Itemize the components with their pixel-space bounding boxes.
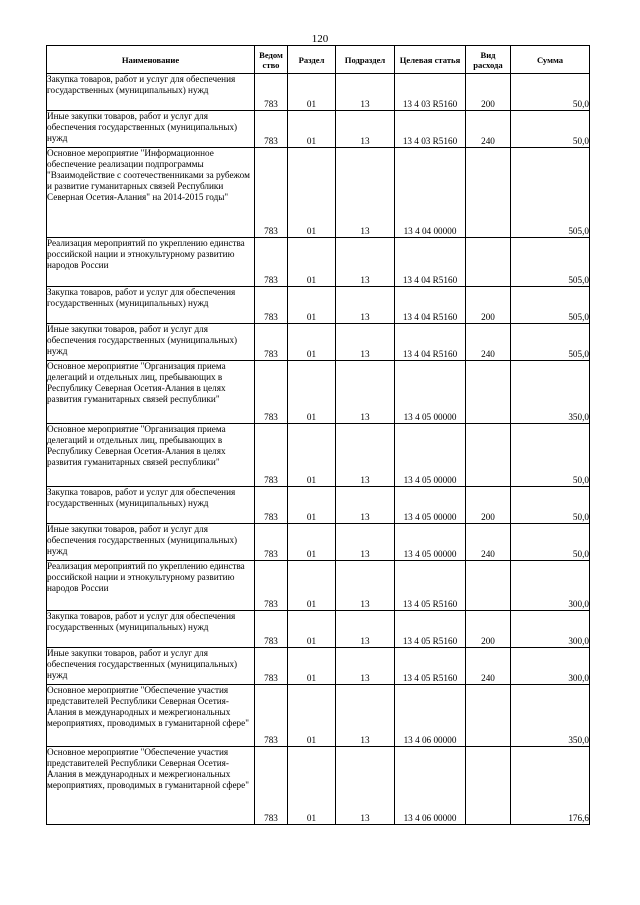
- row-dept: 783: [255, 611, 288, 648]
- row-target: 13 4 05 00000: [395, 487, 466, 524]
- row-sum: 505,0: [511, 287, 590, 324]
- table-row: [47, 524, 590, 561]
- header-section: Раздел: [288, 46, 336, 74]
- row-dept: 783: [255, 148, 288, 238]
- row-expense: 240: [466, 524, 511, 561]
- row-name: Основное мероприятие "Организация приема делегаций и отдельных лиц, пребывающих в Республику Северная Осетия-Алания в целях развития гуманитарных связей республики": [47, 424, 255, 487]
- row-section: 01: [288, 611, 336, 648]
- table-row: [47, 361, 590, 424]
- row-dept: 783: [255, 74, 288, 111]
- row-sum: 176,6: [511, 747, 590, 825]
- header-dept: Ведом ство: [255, 46, 288, 74]
- table-row: [47, 324, 590, 361]
- table-row: [47, 238, 590, 287]
- row-sum: 50,0: [511, 487, 590, 524]
- row-name: Иные закупки товаров, работ и услуг для обеспечения государственных (муниципальных) нужд: [47, 111, 255, 148]
- row-section: 01: [288, 747, 336, 825]
- row-expense: 200: [466, 74, 511, 111]
- row-sum: 300,0: [511, 611, 590, 648]
- row-sum: 505,0: [511, 238, 590, 287]
- row-section: 01: [288, 685, 336, 747]
- table-row: [47, 287, 590, 324]
- row-dept: 783: [255, 238, 288, 287]
- row-subsection: 13: [336, 424, 395, 487]
- row-subsection: 13: [336, 111, 395, 148]
- row-subsection: 13: [336, 238, 395, 287]
- header-expense: Вид расхода: [466, 46, 511, 74]
- row-dept: 783: [255, 361, 288, 424]
- row-sum: 50,0: [511, 74, 590, 111]
- row-subsection: 13: [336, 148, 395, 238]
- row-section: 01: [288, 111, 336, 148]
- row-target: 13 4 06 00000: [395, 685, 466, 747]
- row-expense: 200: [466, 487, 511, 524]
- row-target: 13 4 03 R5160: [395, 74, 466, 111]
- row-sum: 350,0: [511, 685, 590, 747]
- row-expense: 240: [466, 111, 511, 148]
- row-target: 13 4 04 R5160: [395, 324, 466, 361]
- row-subsection: 13: [336, 685, 395, 747]
- row-sum: 350,0: [511, 361, 590, 424]
- row-subsection: 13: [336, 287, 395, 324]
- row-target: 13 4 04 R5160: [395, 287, 466, 324]
- row-dept: 783: [255, 487, 288, 524]
- row-name: Закупка товаров, работ и услуг для обеспечения государственных (муниципальных) нужд: [47, 611, 255, 648]
- row-name: Основное мероприятие "Информационное обеспечение реализации подпрограммы "Взаимодействие с соотечественниками за рубежом и развитие гуманитарных связей Республики Северная Осетия-Алания" на 2014-2015 годы": [47, 148, 255, 238]
- row-target: 13 4 04 00000: [395, 148, 466, 238]
- row-target: 13 4 03 R5160: [395, 111, 466, 148]
- row-section: 01: [288, 238, 336, 287]
- table-row: [47, 685, 590, 747]
- row-dept: 783: [255, 561, 288, 611]
- row-subsection: 13: [336, 74, 395, 111]
- row-name: Иные закупки товаров, работ и услуг для обеспечения государственных (муниципальных) нужд: [47, 524, 255, 561]
- row-target: 13 4 05 R5160: [395, 561, 466, 611]
- row-target: 13 4 05 00000: [395, 524, 466, 561]
- table-body: [47, 74, 590, 825]
- row-section: 01: [288, 487, 336, 524]
- row-dept: 783: [255, 524, 288, 561]
- header-subsection: Подраздел: [336, 46, 395, 74]
- row-dept: 783: [255, 648, 288, 685]
- row-expense: [466, 424, 511, 487]
- row-section: 01: [288, 74, 336, 111]
- row-name: Реализация мероприятий по укреплению единства российской нации и этнокультурному развитию народов России: [47, 238, 255, 287]
- row-sum: 505,0: [511, 324, 590, 361]
- row-subsection: 13: [336, 487, 395, 524]
- row-target: 13 4 04 R5160: [395, 238, 466, 287]
- row-name: Основное мероприятие "Организация приема делегаций и отдельных лиц, пребывающих в Республику Северная Осетия-Алания в целях развития гуманитарных связей республики": [47, 361, 255, 424]
- row-expense: 200: [466, 287, 511, 324]
- table-row: [47, 648, 590, 685]
- row-subsection: 13: [336, 747, 395, 825]
- row-name: Иные закупки товаров, работ и услуг для обеспечения государственных (муниципальных) нужд: [47, 324, 255, 361]
- row-sum: 50,0: [511, 524, 590, 561]
- row-section: 01: [288, 287, 336, 324]
- row-sum: 50,0: [511, 111, 590, 148]
- table-row: [47, 424, 590, 487]
- row-section: 01: [288, 424, 336, 487]
- row-name: Иные закупки товаров, работ и услуг для обеспечения государственных (муниципальных) нужд: [47, 648, 255, 685]
- row-subsection: 13: [336, 324, 395, 361]
- row-sum: 50,0: [511, 424, 590, 487]
- page-number: 120: [311, 33, 329, 45]
- table-row: [47, 111, 590, 148]
- row-expense: 240: [466, 324, 511, 361]
- row-target: 13 4 05 00000: [395, 424, 466, 487]
- row-section: 01: [288, 524, 336, 561]
- row-expense: 240: [466, 648, 511, 685]
- row-name: Закупка товаров, работ и услуг для обеспечения государственных (муниципальных) нужд: [47, 487, 255, 524]
- row-section: 01: [288, 561, 336, 611]
- row-name: Основное мероприятие "Обеспечение участия представителей Республики Северная Осетия-Алания в международных и межрегиональных мероприятиях, проводимых в гуманитарной сфере": [47, 747, 255, 825]
- row-sum: 300,0: [511, 648, 590, 685]
- row-section: 01: [288, 324, 336, 361]
- row-name: Закупка товаров, работ и услуг для обеспечения государственных (муниципальных) нужд: [47, 287, 255, 324]
- table-row: [47, 747, 590, 825]
- row-subsection: 13: [336, 361, 395, 424]
- table-row: [47, 74, 590, 111]
- row-name: Закупка товаров, работ и услуг для обеспечения государственных (муниципальных) нужд: [47, 74, 255, 111]
- budget-table: [46, 45, 590, 825]
- header-target: Целевая статья: [395, 46, 466, 74]
- table-row: [47, 148, 590, 238]
- row-section: 01: [288, 148, 336, 238]
- row-subsection: 13: [336, 611, 395, 648]
- row-subsection: 13: [336, 524, 395, 561]
- row-dept: 783: [255, 424, 288, 487]
- row-expense: [466, 747, 511, 825]
- row-name: Реализация мероприятий по укреплению единства российской нации и этнокультурному развитию народов России: [47, 561, 255, 611]
- row-sum: 300,0: [511, 561, 590, 611]
- table-row: [47, 487, 590, 524]
- table-row: [47, 561, 590, 611]
- row-subsection: 13: [336, 561, 395, 611]
- row-dept: 783: [255, 287, 288, 324]
- row-target: 13 4 05 R5160: [395, 648, 466, 685]
- row-target: 13 4 05 R5160: [395, 611, 466, 648]
- row-expense: 200: [466, 611, 511, 648]
- header-sum: Сумма: [511, 46, 590, 74]
- row-expense: [466, 148, 511, 238]
- table-row: [47, 611, 590, 648]
- row-subsection: 13: [336, 648, 395, 685]
- row-dept: 783: [255, 747, 288, 825]
- row-dept: 783: [255, 685, 288, 747]
- table-header-row: [47, 46, 590, 74]
- header-name: Наименование: [47, 46, 255, 74]
- row-dept: 783: [255, 111, 288, 148]
- row-expense: [466, 361, 511, 424]
- row-sum: 505,0: [511, 148, 590, 238]
- row-expense: [466, 238, 511, 287]
- row-section: 01: [288, 361, 336, 424]
- row-section: 01: [288, 648, 336, 685]
- row-target: 13 4 06 00000: [395, 747, 466, 825]
- row-target: 13 4 05 00000: [395, 361, 466, 424]
- row-expense: [466, 685, 511, 747]
- row-expense: [466, 561, 511, 611]
- row-dept: 783: [255, 324, 288, 361]
- row-name: Основное мероприятие "Обеспечение участия представителей Республики Северная Осетия-Алания в международных и межрегиональных мероприятиях, проводимых в гуманитарной сфере": [47, 685, 255, 747]
